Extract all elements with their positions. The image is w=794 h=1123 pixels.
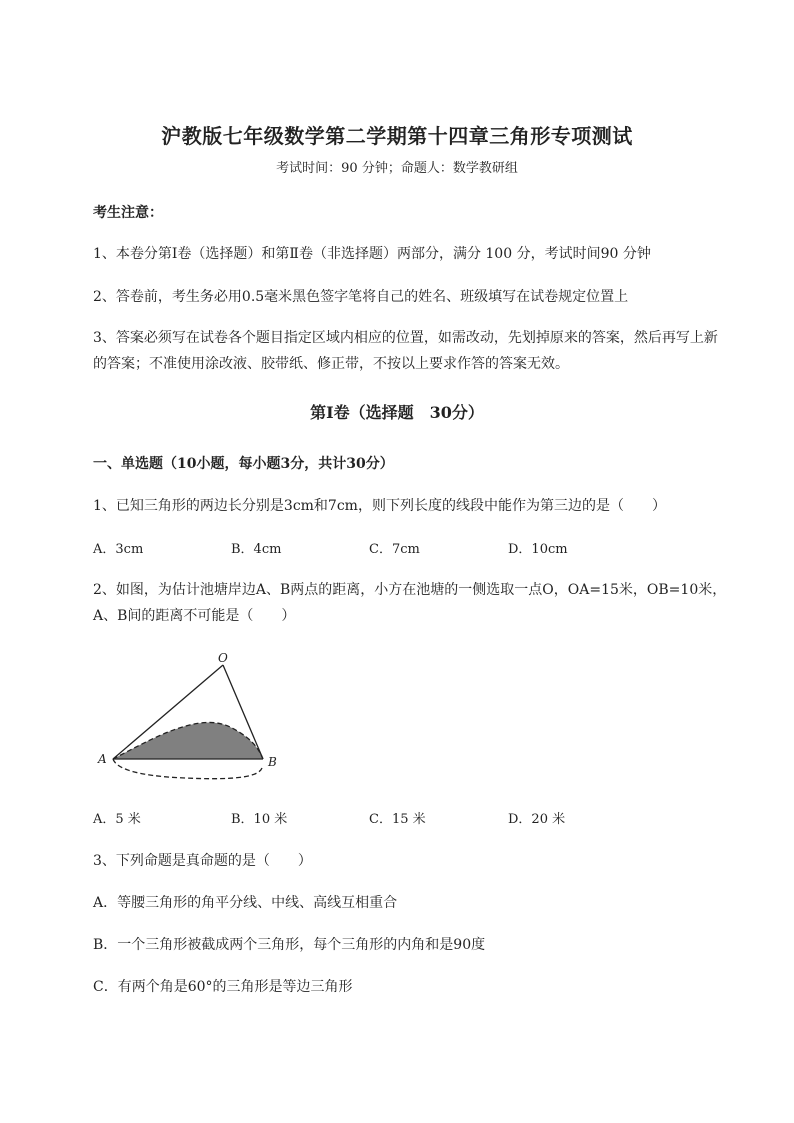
pond-shaded-region — [113, 722, 263, 759]
question-3-option-c: C．有两个角是60°的三角形是等边三角形 — [93, 979, 353, 995]
notice-item-3: 3、答案必须写在试卷各个题目指定区域内相应的位置，如需改动，先划掉原来的答案，然后再写上新 — [93, 330, 718, 346]
notice-item-3-cont: 的答案；不准使用涂改液、胶带纸、修正带，不按以上要求作答的答案无效。 — [93, 356, 569, 372]
part-heading: 一、单选题（10小题，每小题3分，共计30分） — [93, 456, 394, 472]
question-1-option-c: C．7cm — [369, 542, 420, 557]
question-3-option-a: A．等腰三角形的角平分线、中线、高线互相重合 — [93, 895, 398, 911]
question-2-option-d: D．20 米 — [508, 812, 566, 827]
question-2-option-a: A．5 米 — [93, 812, 141, 827]
question-3-option-b: B．一个三角形被截成两个三角形，每个三角形的内角和是90度 — [93, 937, 486, 953]
exam-title: 沪教版七年级数学第二学期第十四章三角形专项测试 — [161, 124, 633, 148]
question-3-stem: 3、下列命题是真命题的是（ ） — [93, 853, 312, 869]
pond-triangle-figure — [90, 640, 290, 790]
question-2-stem: 2、如图，为估计池塘岸边A、B两点的距离，小方在池塘的一侧选取一点O，OA=15米，OB=10米， — [93, 582, 727, 598]
question-2-option-b: B．10 米 — [231, 812, 288, 827]
question-2-stem-cont: A、B间的距离不可能是（ ） — [93, 608, 296, 624]
exam-subtitle: 考试时间：90 分钟；命题人：数学教研组 — [276, 161, 518, 176]
question-1-option-b: B．4cm — [231, 542, 282, 557]
pond-lower-outline — [113, 759, 262, 779]
notice-heading: 考生注意： — [93, 205, 163, 221]
question-2-option-c: C．15 米 — [369, 812, 426, 827]
notice-item-1: 1、本卷分第Ⅰ卷（选择题）和第Ⅱ卷（非选择题）两部分，满分 100 分，考试时间90 分钟 — [93, 246, 651, 262]
label-a: A — [98, 752, 107, 766]
label-o: O — [218, 651, 228, 665]
question-1-option-d: D．10cm — [508, 542, 568, 557]
notice-item-2: 2、答卷前，考生务必用0.5毫米黑色签字笔将自己的姓名、班级填写在试卷规定位置上 — [93, 289, 629, 305]
question-1-option-a: A．3cm — [93, 542, 144, 557]
section-title: 第Ⅰ卷（选择题 30分） — [310, 403, 484, 422]
label-b: B — [268, 755, 277, 769]
question-1-stem: 1、已知三角形的两边长分别是3cm和7cm，则下列长度的线段中能作为第三边的是（ ） — [93, 498, 666, 514]
